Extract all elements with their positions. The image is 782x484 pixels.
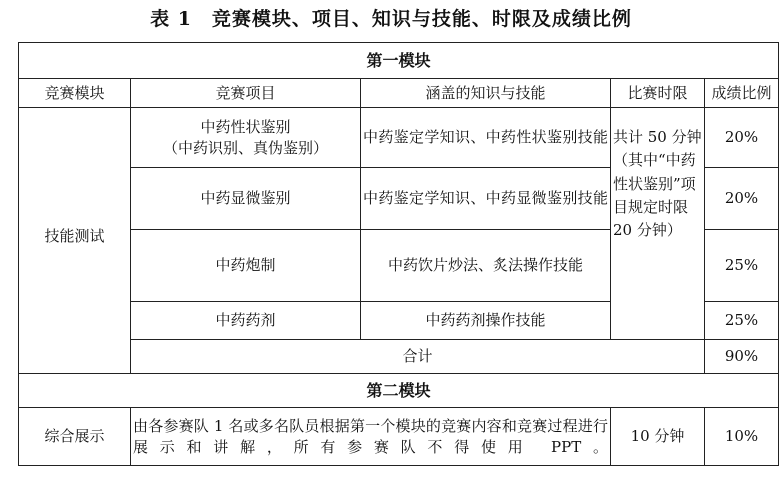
module2-title: 第二模块 [19,374,779,408]
skills-cell: 中药药剂操作技能 [361,302,611,340]
header-skills: 涵盖的知识与技能 [361,79,611,108]
item-subname: （中药识别、真伪鉴别） [162,138,328,157]
header-module: 竞赛模块 [19,79,131,108]
module-showcase: 综合展示 [19,408,131,466]
time-limit-note: 共计 50 分钟（其中“中药性状鉴别”项目规定时限 20 分钟） [611,108,705,340]
skills-cell: 中药鉴定学知识、中药显微鉴别技能 [361,168,611,230]
table-row [19,408,779,466]
item-cell [131,108,361,168]
header-item: 竞赛项目 [131,79,361,108]
showcase-ratio: 10% [705,408,779,466]
total-row [19,340,779,374]
item-name: 中药性状鉴别 [200,118,291,137]
module1-title: 第一模块 [19,43,779,79]
skills-cell: 中药鉴定学知识、中药性状鉴别技能 [361,108,611,168]
ratio-cell: 20% [705,108,779,168]
table-caption: 表 1 竞赛模块、项目、知识与技能、时限及成绩比例 [150,8,632,30]
item-name: 中药炮制 [131,230,361,302]
total-ratio: 90% [705,340,779,374]
ratio-cell: 20% [705,168,779,230]
ratio-cell: 25% [705,302,779,340]
header-time: 比赛时限 [611,79,705,108]
showcase-time: 10 分钟 [611,408,705,466]
item-name: 中药药剂 [131,302,361,340]
header-ratio: 成绩比例 [705,79,779,108]
total-label: 合计 [131,340,705,374]
table-row [19,108,779,168]
module-skill-test: 技能测试 [19,108,131,374]
competition-table [18,42,779,466]
skills-cell: 中药饮片炒法、炙法操作技能 [361,230,611,302]
item-name: 中药显微鉴别 [131,168,361,230]
ratio-cell: 25% [705,230,779,302]
showcase-description: 由各参赛队 1 名或多名队员根据第一个模块的竞赛内容和竞赛过程进行展示和讲解，所有参赛队不得使用 PPT。 [131,408,611,466]
